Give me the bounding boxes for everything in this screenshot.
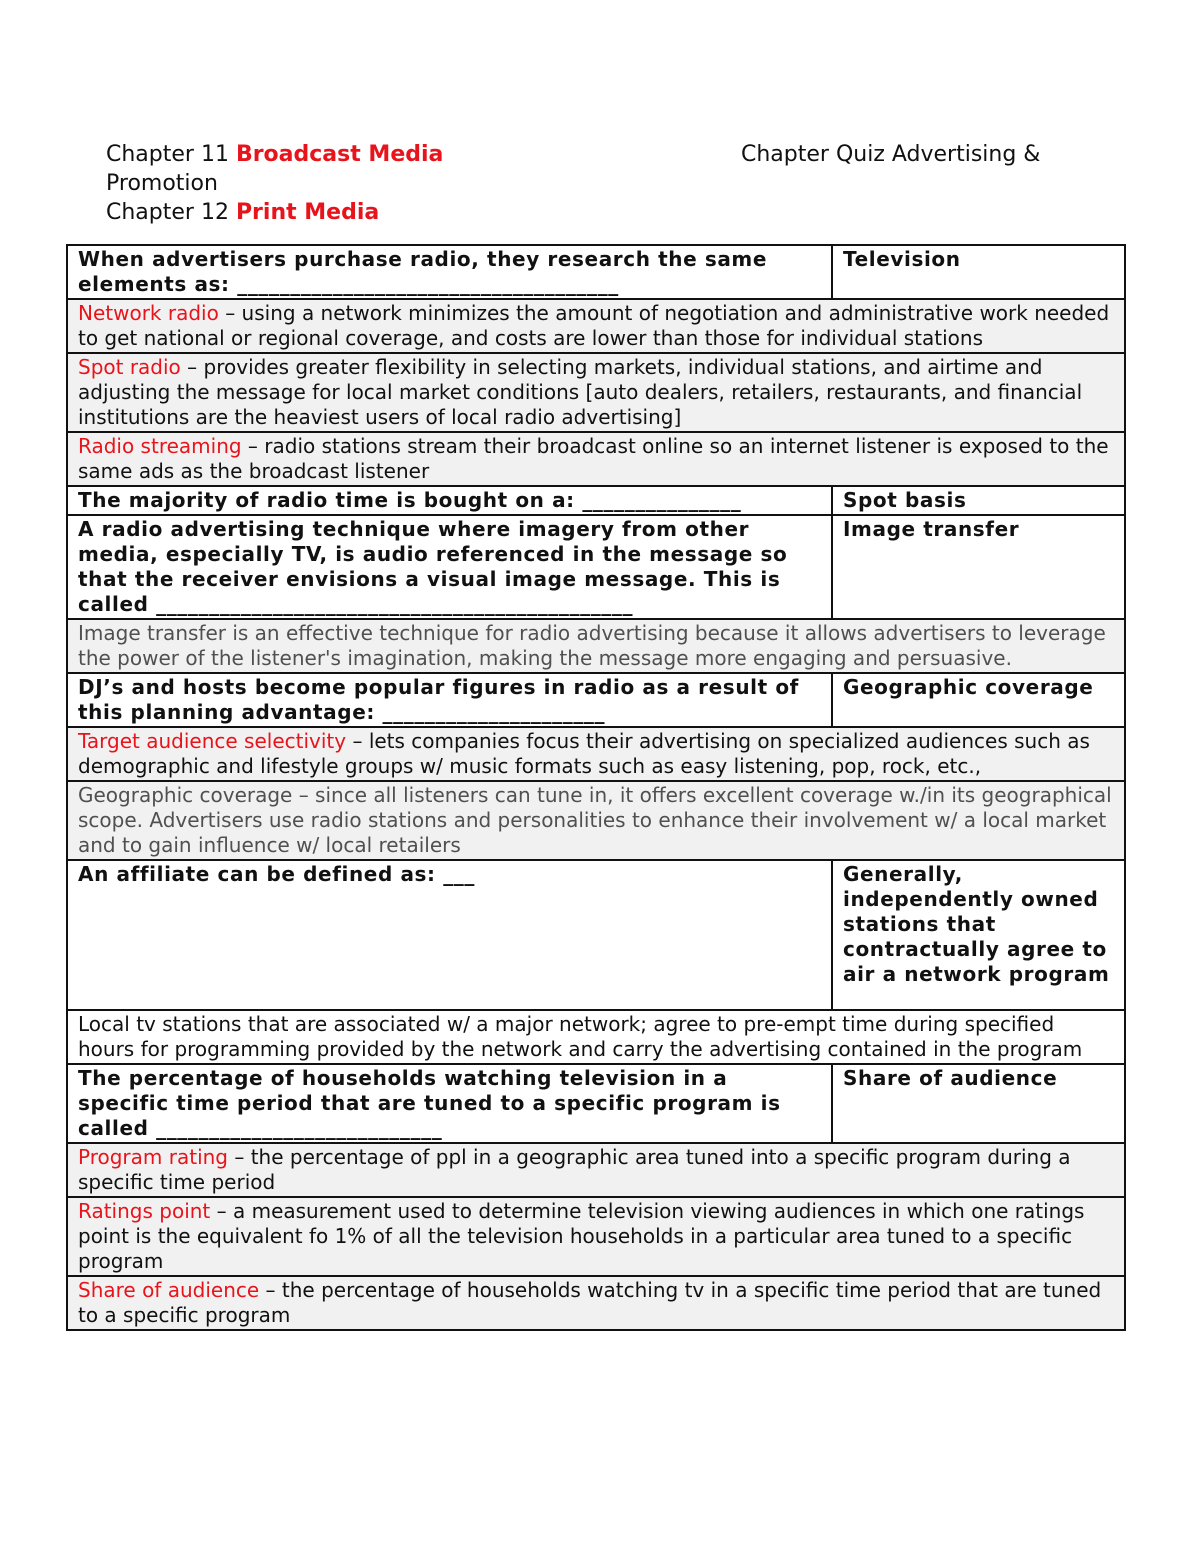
note-term: Spot radio	[78, 355, 181, 379]
note-cell	[67, 1143, 1125, 1197]
table-row	[67, 781, 1125, 860]
question-cell: An affiliate can be defined as: ___	[67, 860, 832, 1010]
answer-cell: Generally, independently owned stations that contractually agree to air a network program	[832, 860, 1125, 1010]
quiz-title-continued: Promotion	[106, 171, 218, 196]
table-row	[67, 432, 1125, 486]
explanation-cell: Image transfer is an effective technique for radio advertising because it allows advertisers to leverage the power of the listener's imagination, making the message more engaging and persuasive.	[67, 619, 1125, 673]
table-row	[67, 486, 1125, 515]
table-row	[67, 515, 1125, 619]
table-row	[67, 353, 1125, 432]
header-line-1	[106, 140, 1076, 169]
note-term: Share of audience	[78, 1278, 260, 1302]
chapter-12-label: Chapter 12	[106, 200, 236, 225]
quiz-table	[66, 244, 1126, 1331]
note-cell	[67, 353, 1125, 432]
note-text: – provides greater flexibility in selecting markets, individual stations, and airtime and adjusting the message for local market conditions [auto dealers, retailers, restaurants, and financial institutions are the heaviest users of local radio advertising]	[78, 355, 1083, 429]
chapter-12-title: Print Media	[235, 200, 380, 225]
table-row	[67, 727, 1125, 781]
answer-cell: Television	[832, 245, 1125, 299]
chapter-11-label: Chapter 11	[106, 142, 236, 167]
note-text: – lets companies focus their advertising on specialized audiences such as demographic and lifestyle groups w/ music formats such as easy listening, pop, rock, etc.,	[78, 729, 1090, 778]
page-header	[106, 140, 1076, 227]
table-row	[67, 619, 1125, 673]
table-row	[67, 1010, 1125, 1064]
question-cell: A radio advertising technique where imagery from other media, especially TV, is audio referenced in the message so that the receiver envisions a visual image message. This is called _____________________________________________	[67, 515, 832, 619]
answer-cell: Share of audience	[832, 1064, 1125, 1143]
table-row	[67, 1064, 1125, 1143]
note-text: – the percentage of households watching tv in a specific time period that are tuned to a specific program	[78, 1278, 1102, 1327]
table-row	[67, 1143, 1125, 1197]
note-cell	[67, 432, 1125, 486]
note-cell	[67, 1276, 1125, 1330]
note-text: – radio stations stream their broadcast online so an internet listener is exposed to the same ads as the broadcast listener	[78, 434, 1109, 483]
answer-cell: Image transfer	[832, 515, 1125, 619]
table-row	[67, 860, 1125, 1010]
note-text: – using a network minimizes the amount of negotiation and administrative work needed to get national or regional coverage, and costs are lower than those for individual stations	[78, 301, 1110, 350]
table-row	[67, 299, 1125, 353]
chapter-11-title: Broadcast Media	[235, 142, 444, 167]
answer-cell: Spot basis	[832, 486, 1125, 515]
note-term: Target audience selectivity	[78, 729, 347, 753]
answer-cell: Geographic coverage	[832, 673, 1125, 727]
header-line-3	[106, 198, 1076, 227]
note-text: – the percentage of ppl in a geographic area tuned into a specific program during a specific time period	[78, 1145, 1071, 1194]
note-cell	[67, 1197, 1125, 1276]
table-row	[67, 245, 1125, 299]
note-term: Network radio	[78, 301, 219, 325]
explanation-cell: Geographic coverage – since all listeners can tune in, it offers excellent coverage w./in its geographical scope. Advertisers use radio stations and personalities to enhance their involvement w/ a local market and to gain influence w/ local retailers	[67, 781, 1125, 860]
definition-cell: Local tv stations that are associated w/ a major network; agree to pre-empt time during specified hours for programming provided by the network and carry the advertising contained in the program	[67, 1010, 1125, 1064]
note-cell	[67, 299, 1125, 353]
note-term: Radio streaming	[78, 434, 242, 458]
note-term: Ratings point	[78, 1199, 211, 1223]
note-text: – a measurement used to determine television viewing audiences in which one ratings point is the equivalent fo 1% of all the television households in a particular area tuned to a specific program	[78, 1199, 1085, 1273]
question-cell: The majority of radio time is bought on a: _______________	[67, 486, 832, 515]
question-cell: The percentage of households watching television in a specific time period that are tuned to a specific program is called ___________________________	[67, 1064, 832, 1143]
question-cell: When advertisers purchase radio, they research the same elements as: ____________________________________	[67, 245, 832, 299]
note-term: Program rating	[78, 1145, 228, 1169]
table-row	[67, 1197, 1125, 1276]
note-cell	[67, 727, 1125, 781]
quiz-title: Chapter Quiz Advertising &	[741, 142, 1041, 167]
question-cell: DJ’s and hosts become popular figures in radio as a result of this planning advantage: _____________________	[67, 673, 832, 727]
table-row	[67, 673, 1125, 727]
table-row	[67, 1276, 1125, 1330]
